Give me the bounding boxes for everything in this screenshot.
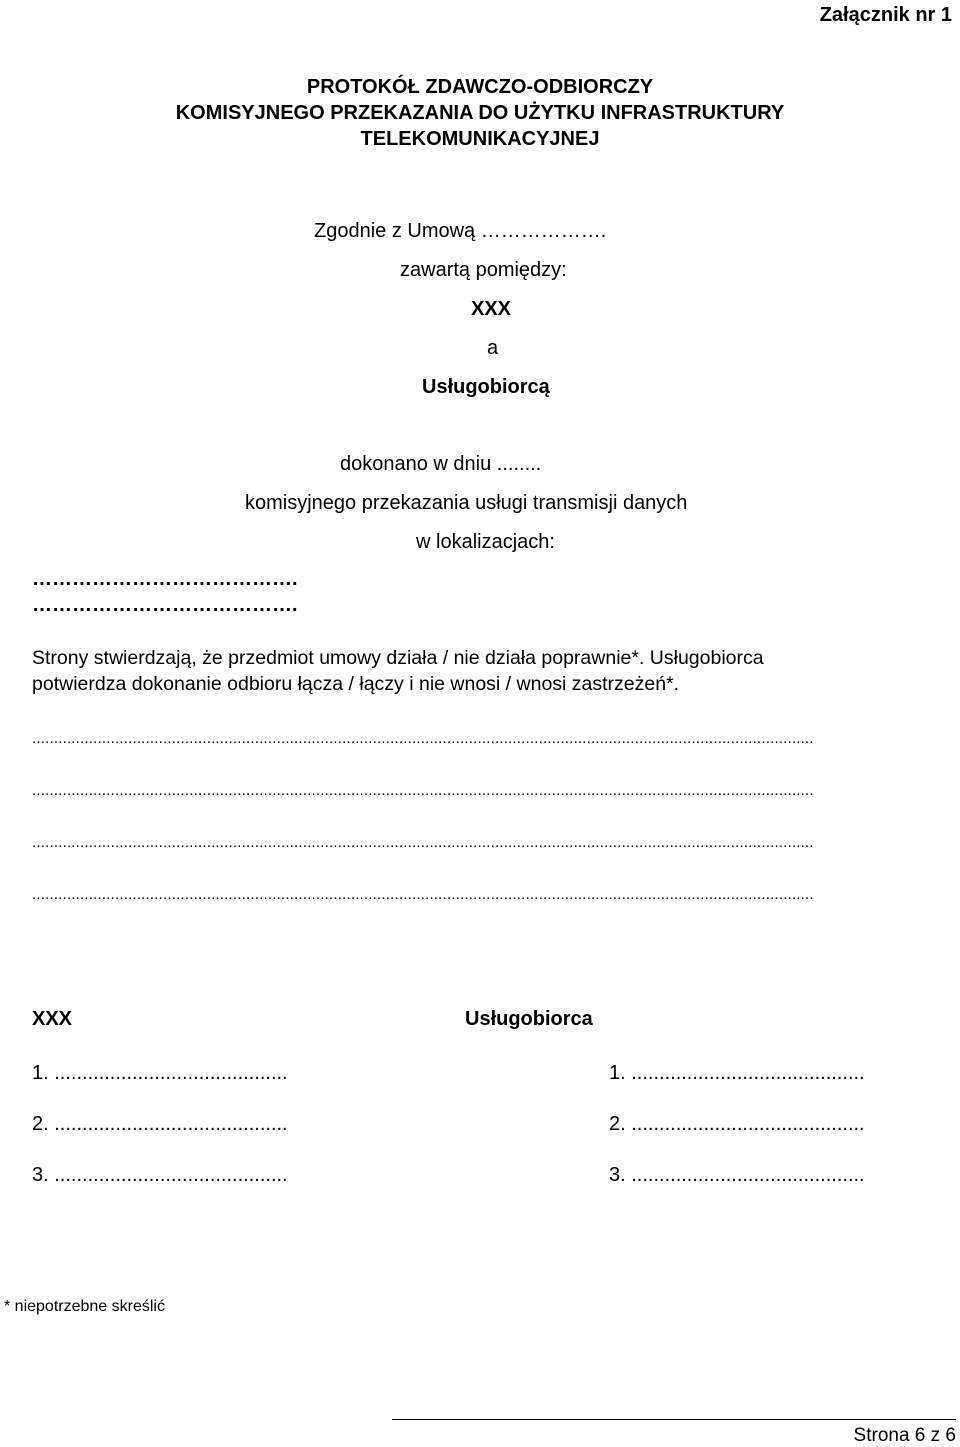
signature-left-3: 3. ..........................................	[32, 1164, 288, 1186]
remarks-line-4: ...................................................................................................................................................................................	[32, 886, 814, 903]
locations-label: w lokalizacjach:	[416, 531, 555, 553]
footer-divider	[392, 1419, 956, 1420]
signature-right-title: Usługobiorca	[465, 1008, 593, 1030]
remarks-line-3: ...................................................................................................................................................................................	[32, 834, 814, 851]
statement-line-1: Strony stwierdzają, że przedmiot umowy działa / nie działa poprawnie*. Usługobiorca	[32, 647, 764, 669]
attachment-label: Załącznik nr 1	[819, 4, 952, 26]
signature-right-1: 1. ..........................................	[609, 1062, 865, 1084]
party-2: Usługobiorcą	[422, 376, 550, 398]
title-line-2: KOMISYJNEGO PRZEKAZANIA DO UŻYTKU INFRASTRUKTURY	[175, 102, 785, 124]
signature-right-2: 2. ..........................................	[609, 1113, 865, 1135]
location-line-2: ………………………………….	[32, 594, 298, 616]
agreement-line: Zgodnie z Umową ……………….	[314, 220, 607, 242]
title-line-3: TELEKOMUNIKACYJNEJ	[360, 128, 600, 150]
party-1: XXX	[471, 298, 512, 320]
signature-left-1: 1. ..........................................	[32, 1062, 288, 1084]
subject-line: komisyjnego przekazania usługi transmisji danych	[245, 492, 688, 514]
title-line-1: PROTOKÓŁ ZDAWCZO-ODBIORCZY	[306, 76, 654, 98]
footnote: * niepotrzebne skreślić	[4, 1298, 165, 1315]
page-number: Strona 6 z 6	[853, 1425, 956, 1446]
location-line-1: ………………………………….	[32, 568, 298, 590]
statement-line-2: potwierdza dokonanie odbioru łącza / łączy i nie wnosi / wnosi zastrzeżeń*.	[32, 673, 680, 695]
signature-right-3: 3. ..........................................	[609, 1164, 865, 1186]
and-label: a	[487, 337, 499, 359]
between-label: zawartą pomiędzy:	[400, 259, 567, 281]
remarks-line-1: ...................................................................................................................................................................................	[32, 730, 814, 747]
remarks-line-2: ...................................................................................................................................................................................	[32, 782, 814, 799]
signature-left-title: XXX	[32, 1008, 73, 1030]
signature-left-2: 2. ..........................................	[32, 1113, 288, 1135]
date-line: dokonano w dniu ........	[340, 453, 542, 475]
